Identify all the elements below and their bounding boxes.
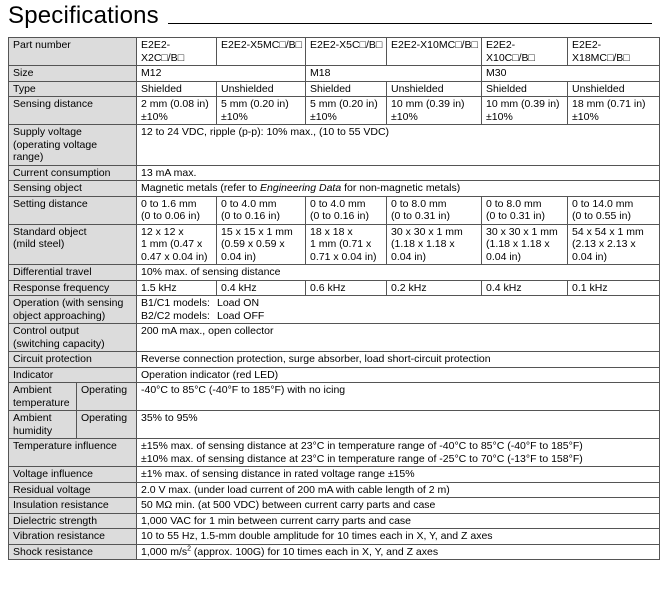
size-cell: M18 — [306, 66, 482, 82]
label-voltage-influence: Voltage influence — [9, 467, 137, 483]
row-differential-travel — [9, 265, 660, 281]
row-indicator — [9, 367, 660, 383]
row-control-output — [9, 324, 660, 352]
row-insulation-resistance — [9, 498, 660, 514]
operation-value: B1/C1 models: Load ON B2/C2 models: Load OFF — [137, 296, 660, 324]
response-frequency-cell: 0.1 kHz — [568, 280, 660, 296]
vibration-resistance-value: 10 to 55 Hz, 1.5-mm double amplitude for 10 times each in X, Y, and Z axes — [137, 529, 660, 545]
label-ambient-temperature: Ambient temperature — [9, 383, 77, 411]
label-standard-object: Standard object (mild steel) — [9, 224, 137, 265]
setting-distance-cell: 0 to 1.6 mm (0 to 0.06 in) — [137, 196, 217, 224]
response-frequency-cell: 0.4 kHz — [482, 280, 568, 296]
label-residual-voltage: Residual voltage — [9, 482, 137, 498]
sensing-distance-cell: 5 mm (0.20 in) ±10% — [217, 97, 306, 125]
response-frequency-cell: 0.6 kHz — [306, 280, 387, 296]
sensing-distance-cell: 18 mm (0.71 in) ±10% — [568, 97, 660, 125]
standard-object-cell: 54 x 54 x 1 mm (2.13 x 2.13 x 0.04 in) — [568, 224, 660, 265]
sensing-distance-cell: 5 mm (0.20 in) ±10% — [306, 97, 387, 125]
insulation-resistance-value: 50 MΩ min. (at 500 VDC) between current carry parts and case — [137, 498, 660, 514]
row-temperature-influence — [9, 439, 660, 467]
setting-distance-cell: 0 to 8.0 mm (0 to 0.31 in) — [387, 196, 482, 224]
part-number-cell: E2E2-X10MC□/B□ — [387, 38, 482, 66]
residual-voltage-value: 2.0 V max. (under load current of 200 mA with cable length of 2 m) — [137, 482, 660, 498]
differential-travel-value: 10% max. of sensing distance — [137, 265, 660, 281]
row-size — [9, 66, 660, 82]
type-cell: Shielded — [306, 81, 387, 97]
label-circuit-protection: Circuit protection — [9, 352, 137, 368]
label-vibration-resistance: Vibration resistance — [9, 529, 137, 545]
label-supply-voltage: Supply voltage (operating voltage range) — [9, 125, 137, 166]
label-ambient-humidity-operating: Operating — [77, 411, 137, 439]
part-number-cell: E2E2-X5MC□/B□ — [217, 38, 306, 66]
sensing-distance-cell: 2 mm (0.08 in) ±10% — [137, 97, 217, 125]
indicator-value: Operation indicator (red LED) — [137, 367, 660, 383]
label-shock-resistance: Shock resistance — [9, 544, 137, 560]
label-insulation-resistance: Insulation resistance — [9, 498, 137, 514]
response-frequency-cell: 1.5 kHz — [137, 280, 217, 296]
type-cell: Shielded — [482, 81, 568, 97]
standard-object-cell: 15 x 15 x 1 mm (0.59 x 0.59 x 0.04 in) — [217, 224, 306, 265]
label-ambient-temperature-operating: Operating — [77, 383, 137, 411]
standard-object-cell: 30 x 30 x 1 mm (1.18 x 1.18 x 0.04 in) — [482, 224, 568, 265]
title-area — [0, 0, 666, 34]
setting-distance-cell: 0 to 4.0 mm (0 to 0.16 in) — [306, 196, 387, 224]
row-operation — [9, 296, 660, 324]
temperature-influence-value: ±15% max. of sensing distance at 23°C in temperature range of -40°C to 85°C (-40°F to 185°F) ±10% max. of sensing distance at 23°C in temperature range of -25°C to 70°C (-13°F to 158°F) — [137, 439, 660, 467]
part-number-cell: E2E2-X5C□/B□ — [306, 38, 387, 66]
setting-distance-cell: 0 to 8.0 mm (0 to 0.31 in) — [482, 196, 568, 224]
label-size: Size — [9, 66, 137, 82]
standard-object-cell: 30 x 30 x 1 mm (1.18 x 1.18 x 0.04 in) — [387, 224, 482, 265]
response-frequency-cell: 0.4 kHz — [217, 280, 306, 296]
label-temperature-influence: Temperature influence — [9, 439, 137, 467]
label-current-consumption: Current consumption — [9, 165, 137, 181]
size-cell: M30 — [482, 66, 660, 82]
specifications-table — [8, 37, 660, 560]
row-sensing-distance — [9, 97, 660, 125]
row-part-number — [9, 38, 660, 66]
ambient-humidity-value: 35% to 95% — [137, 411, 660, 439]
row-type — [9, 81, 660, 97]
label-operation: Operation (with sensing object approaching) — [9, 296, 137, 324]
sensing-object-value: Magnetic metals (refer to Engineering Data for non-magnetic metals) — [137, 181, 660, 197]
part-number-cell: E2E2-X10C□/B□ — [482, 38, 568, 66]
part-number-cell: E2E2-X18MC□/B□ — [568, 38, 660, 66]
row-setting-distance — [9, 196, 660, 224]
shock-resistance-value: 1,000 $m/s^2$ (approx. 100G) for 10 times each in X, Y, and Z axes — [137, 544, 660, 560]
page-title: Specifications — [8, 2, 159, 29]
standard-object-cell: 12 x 12 x 1 mm (0.47 x 0.47 x 0.04 in) — [137, 224, 217, 265]
row-sensing-object — [9, 181, 660, 197]
row-ambient-temperature — [9, 383, 660, 411]
response-frequency-cell: 0.2 kHz — [387, 280, 482, 296]
voltage-influence-value: ±1% max. of sensing distance in rated voltage range ±15% — [137, 467, 660, 483]
row-supply-voltage — [9, 125, 660, 166]
label-response-frequency: Response frequency — [9, 280, 137, 296]
row-shock-resistance — [9, 544, 660, 560]
row-dielectric-strength — [9, 513, 660, 529]
part-number-cell: E2E2-X2C□/B□ — [137, 38, 217, 66]
setting-distance-cell: 0 to 4.0 mm (0 to 0.16 in) — [217, 196, 306, 224]
row-current-consumption — [9, 165, 660, 181]
setting-distance-cell: 0 to 14.0 mm (0 to 0.55 in) — [568, 196, 660, 224]
row-vibration-resistance — [9, 529, 660, 545]
label-dielectric-strength: Dielectric strength — [9, 513, 137, 529]
label-indicator: Indicator — [9, 367, 137, 383]
row-ambient-humidity — [9, 411, 660, 439]
type-cell: Shielded — [137, 81, 217, 97]
type-cell: Unshielded — [387, 81, 482, 97]
row-circuit-protection — [9, 352, 660, 368]
dielectric-strength-value: 1,000 VAC for 1 min between current carry parts and case — [137, 513, 660, 529]
row-response-frequency — [9, 280, 660, 296]
label-differential-travel: Differential travel — [9, 265, 137, 281]
circuit-protection-value: Reverse connection protection, surge absorber, load short-circuit protection — [137, 352, 660, 368]
label-setting-distance: Setting distance — [9, 196, 137, 224]
control-output-value: 200 mA max., open collector — [137, 324, 660, 352]
standard-object-cell: 18 x 18 x 1 mm (0.71 x 0.71 x 0.04 in) — [306, 224, 387, 265]
size-cell: M12 — [137, 66, 306, 82]
row-voltage-influence — [9, 467, 660, 483]
label-sensing-distance: Sensing distance — [9, 97, 137, 125]
label-type: Type — [9, 81, 137, 97]
row-standard-object — [9, 224, 660, 265]
label-ambient-humidity: Ambient humidity — [9, 411, 77, 439]
current-consumption-value: 13 mA max. — [137, 165, 660, 181]
sensing-distance-cell: 10 mm (0.39 in) ±10% — [482, 97, 568, 125]
supply-voltage-value: 12 to 24 VDC, ripple (p-p): 10% max., (10 to 55 VDC) — [137, 125, 660, 166]
type-cell: Unshielded — [217, 81, 306, 97]
sensing-distance-cell: 10 mm (0.39 in) ±10% — [387, 97, 482, 125]
label-sensing-object: Sensing object — [9, 181, 137, 197]
row-residual-voltage — [9, 482, 660, 498]
ambient-temperature-value: -40°C to 85°C (-40°F to 185°F) with no icing — [137, 383, 660, 411]
title-rule — [168, 23, 652, 24]
label-part-number: Part number — [9, 38, 137, 66]
label-control-output: Control output (switching capacity) — [9, 324, 137, 352]
type-cell: Unshielded — [568, 81, 660, 97]
